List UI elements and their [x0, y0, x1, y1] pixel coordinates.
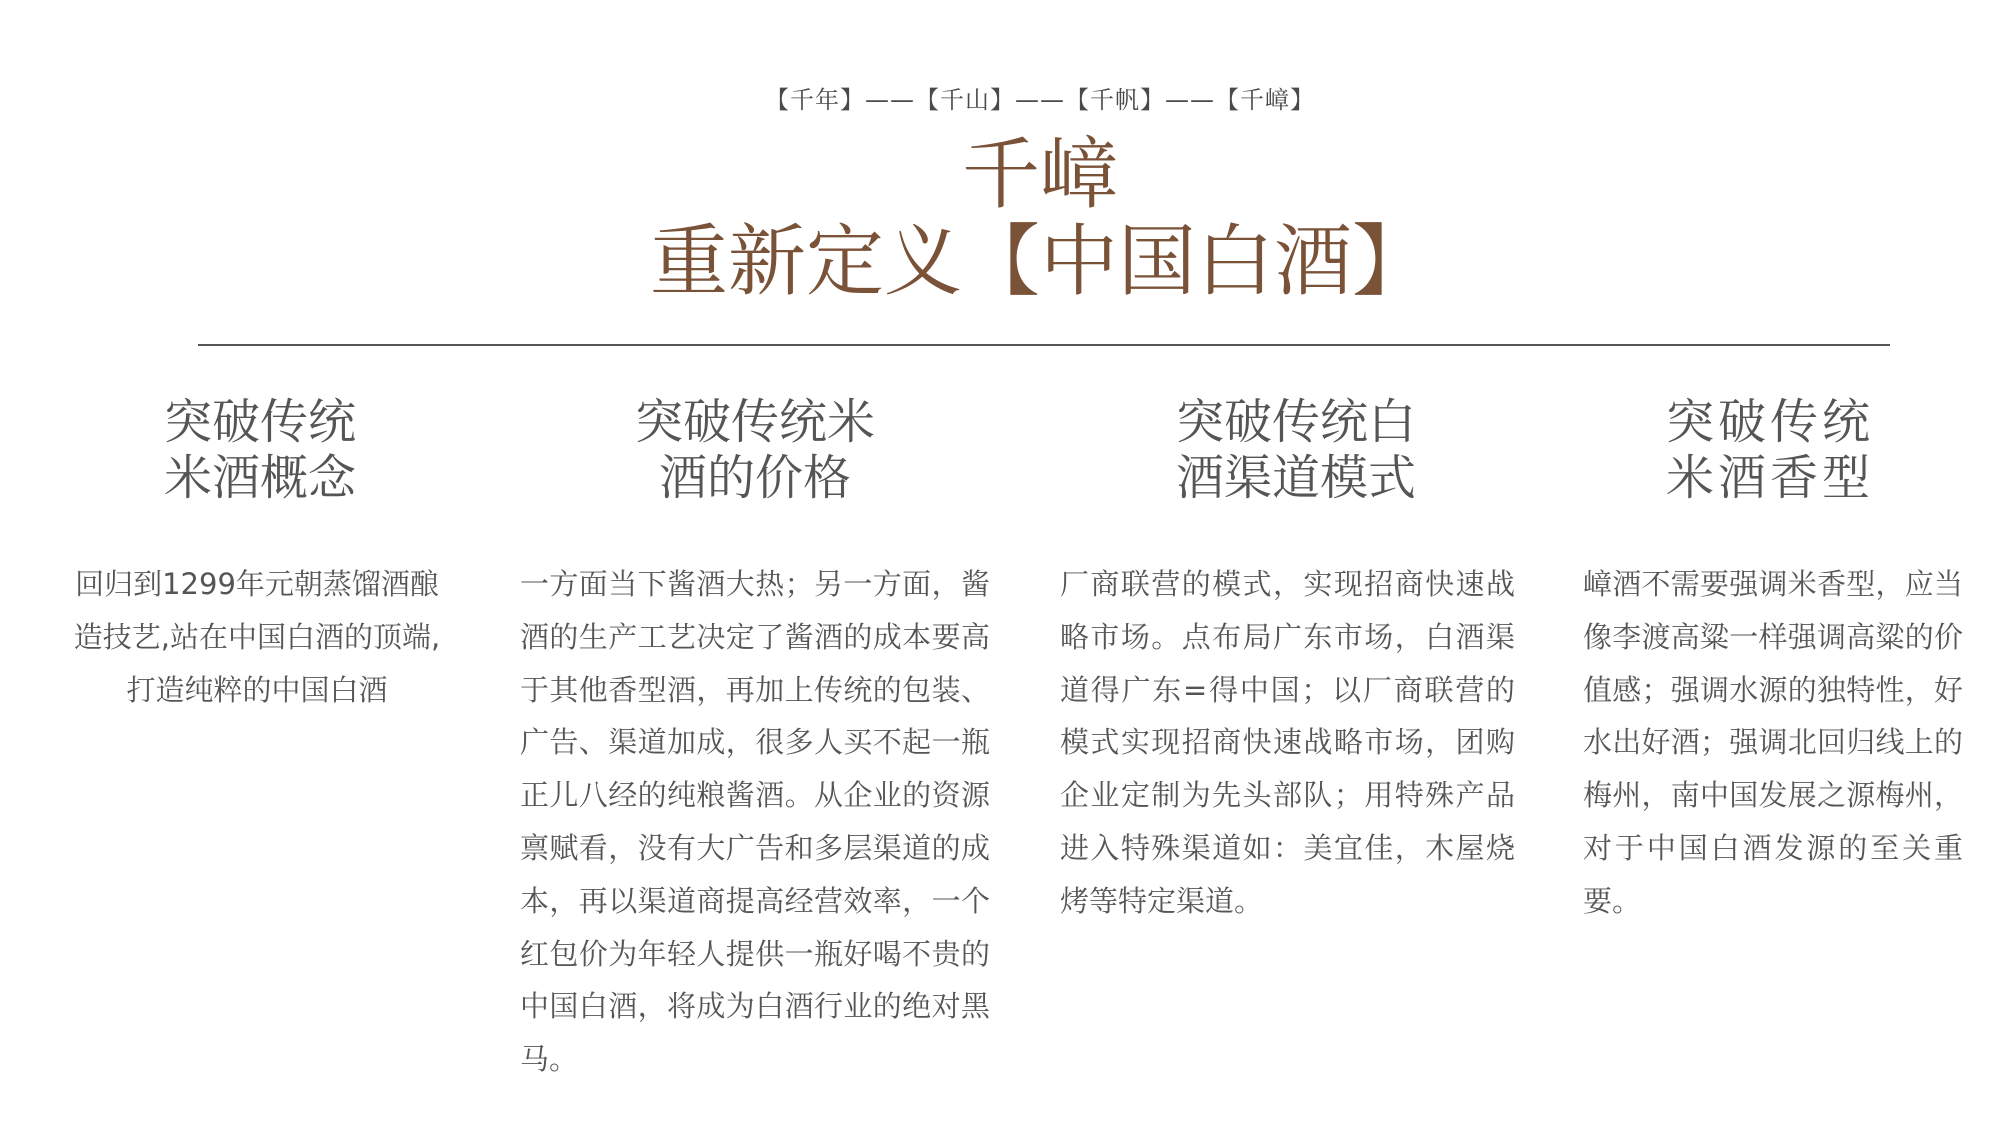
feature-column-concept — [72, 394, 442, 707]
series-breadcrumb: 【千年】——【千山】——【千帆】——【千嶂】 — [765, 86, 1315, 114]
column-heading — [520, 394, 990, 506]
column-heading-line: 酒渠道模式 — [1176, 450, 1417, 506]
column-heading-line: 突破传统白 — [1176, 394, 1417, 450]
feature-column-price — [520, 394, 990, 1077]
column-heading-line: 米酒香型 — [1666, 450, 1875, 506]
column-heading — [1060, 394, 1515, 506]
column-body-text: 一方面当下酱酒大热；另一方面，酱酒的生产工艺决定了酱酒的成本要高于其他香型酒，再加上传统的包装、广告、渠道加成，很多人买不起一瓶正儿八经的纯粮酱酒。从企业的资源禀赋看，没有大广告和多层渠道的成本，再以渠道商提高经营效率，一个红包价为年轻人提供一瓶好喝不贵的中国白酒，将成为白酒行业的绝对黑马。 — [520, 567, 990, 1077]
column-heading — [72, 394, 442, 506]
column-heading-line: 突破传统 — [164, 394, 357, 450]
page-subtitle: 重新定义【中国白酒】 — [649, 217, 1430, 307]
column-body-text: 嶂酒不需要强调米香型，应当像李渡高粱一样强调高粱的价值感；强调水源的独特性，好水出好酒；强调北回归线上的梅州，南中国发展之源梅州，对于中国白酒发源的至关重要。 — [1583, 567, 1963, 918]
column-heading-line: 突破传统 — [1666, 394, 1875, 450]
header-divider — [198, 344, 1890, 346]
column-heading-line: 米酒概念 — [164, 450, 357, 506]
column-heading-line: 酒的价格 — [658, 450, 851, 506]
page-title: 千嶂 — [961, 130, 1118, 220]
column-heading-line: 突破传统米 — [634, 394, 875, 450]
column-heading — [1583, 394, 1963, 506]
feature-column-channel — [1060, 394, 1515, 918]
feature-column-aroma — [1583, 394, 1963, 918]
column-body-text: 回归到1299年元朝蒸馏酒酿造技艺,站在中国白酒的顶端,打造纯粹的中国白酒 — [73, 567, 441, 707]
column-body-text: 厂商联营的模式，实现招商快速战略市场。点布局广东市场，白酒渠道得广东=得中国；以厂商联营的模式实现招商快速战略市场，团购企业定制为先头部队；用特殊产品进入特殊渠道如：美宜佳，木屋烧烤等特定渠道。 — [1060, 567, 1515, 918]
